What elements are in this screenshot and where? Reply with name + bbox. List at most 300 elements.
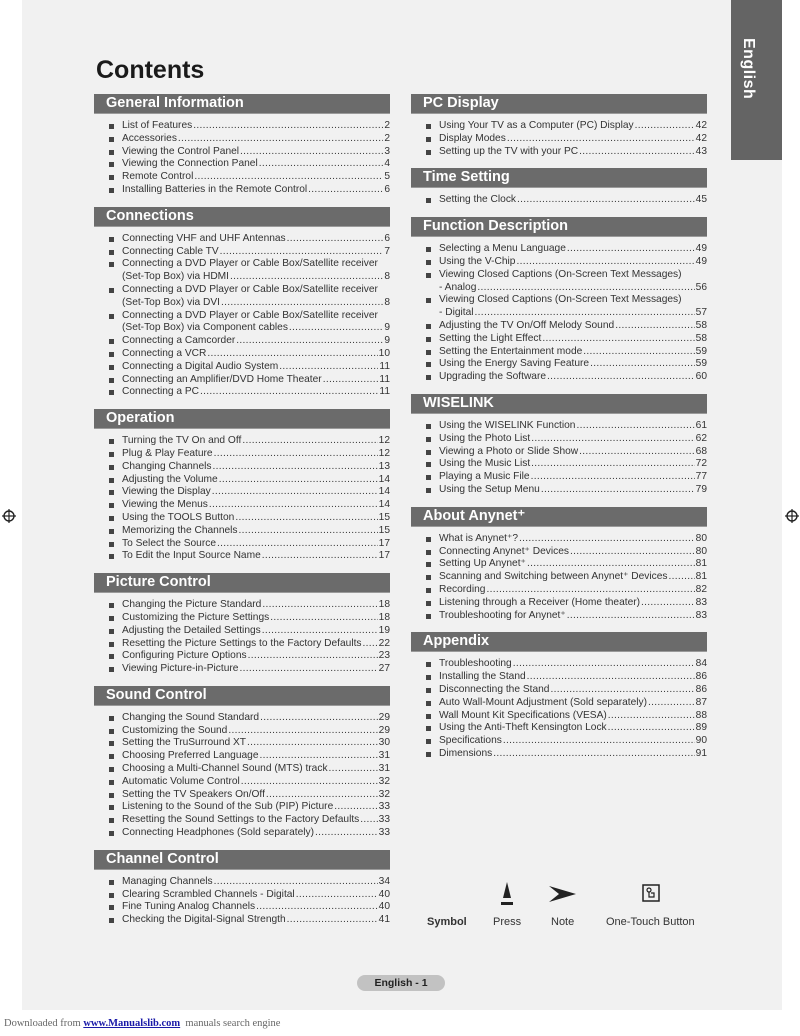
toc-list	[94, 593, 390, 676]
dot-leader	[259, 158, 384, 171]
toc-entry[interactable]	[411, 446, 707, 459]
toc-entry[interactable]	[411, 243, 707, 256]
toc-entry-title: Memorizing the Channels	[122, 524, 238, 536]
toc-entry-title: Using the V-Chip	[439, 255, 516, 267]
toc-section	[94, 409, 390, 563]
toc-entry[interactable]	[94, 310, 390, 336]
toc-entry-title: Viewing the Connection Panel	[122, 158, 258, 170]
toc-entry[interactable]	[411, 533, 707, 546]
toc-entry[interactable]	[411, 346, 707, 359]
toc-entry[interactable]	[94, 750, 390, 763]
toc-entry[interactable]	[411, 484, 707, 497]
toc-entry[interactable]	[411, 420, 707, 433]
toc-entry-page: 60	[695, 371, 707, 383]
toc-entry-page: 6	[384, 183, 390, 195]
toc-entry[interactable]	[94, 284, 390, 310]
dot-leader	[477, 282, 694, 295]
toc-entry-page: 79	[695, 483, 707, 495]
toc-entry-page: 59	[695, 358, 707, 370]
dot-leader	[503, 735, 695, 748]
toc-entry-page: 33	[378, 827, 390, 839]
dot-leader	[590, 358, 695, 371]
dot-leader	[230, 271, 383, 284]
dot-leader	[289, 322, 383, 335]
dot-leader	[178, 133, 383, 146]
toc-entry-page: 29	[378, 711, 390, 723]
dot-leader	[486, 584, 694, 597]
toc-entry-title: Resetting the Picture Settings to the Factory Defaults	[122, 637, 362, 649]
toc-entry[interactable]	[411, 597, 707, 610]
dot-leader	[260, 750, 378, 763]
dot-leader	[547, 371, 695, 384]
toc-entry-page: 89	[695, 722, 707, 734]
dot-leader	[334, 801, 377, 814]
dot-leader	[583, 346, 694, 359]
toc-entry-title: Connecting VHF and UHF Antennas	[122, 232, 286, 244]
toc-entry[interactable]	[94, 663, 390, 676]
toc-entry-title: Setting the TV Speakers On/Off	[122, 788, 265, 800]
toc-entry-page: 84	[695, 658, 707, 670]
dot-leader	[256, 901, 378, 914]
toc-entry-page: 7	[384, 245, 390, 257]
dot-leader	[266, 789, 378, 802]
toc-entry-title: Viewing Picture-in-Picture	[122, 663, 239, 675]
toc-entry[interactable]	[94, 348, 390, 361]
toc-entry-title: Setting up the TV with your PC	[439, 145, 579, 157]
toc-entry[interactable]	[411, 120, 707, 133]
toc-entry[interactable]	[411, 194, 707, 207]
dot-leader	[527, 558, 695, 571]
toc-entry-title-line1: Viewing Closed Captions (On-Screen Text Messages)	[439, 294, 682, 306]
toc-entry-page: 18	[378, 611, 390, 623]
toc-entry-title: Using the TOOLS Button	[122, 511, 235, 523]
toc-entry[interactable]	[411, 546, 707, 559]
toc-entry-page: 90	[695, 735, 707, 747]
dot-leader	[242, 435, 377, 448]
toc-entry[interactable]	[411, 671, 707, 684]
toc-entry-title-line1: Connecting a DVD Player or Cable Box/Satellite receiver	[122, 258, 378, 270]
symbol-legend: Symbol Press Note One-Touch Button	[411, 880, 711, 936]
toc-entry[interactable]	[411, 658, 707, 671]
toc-entry-page: 72	[695, 458, 707, 470]
toc-entry[interactable]	[411, 684, 707, 697]
toc-entry-title: Remote Control	[122, 171, 194, 183]
dot-leader	[213, 461, 378, 474]
toc-entry[interactable]	[411, 320, 707, 333]
toc-entry[interactable]	[411, 584, 707, 597]
toc-entry-title: Plug & Play Feature	[122, 447, 213, 459]
dot-leader	[214, 876, 378, 889]
page-title: Contents	[96, 56, 205, 84]
dot-leader	[513, 658, 695, 671]
toc-entry-title: Connecting Cable TV	[122, 245, 219, 257]
toc-entry-title: Specifications	[439, 735, 502, 747]
toc-list	[411, 237, 707, 384]
toc-entry-page: 80	[695, 532, 707, 544]
dot-leader	[493, 748, 694, 761]
note-arrow-icon	[549, 886, 577, 902]
toc-entry[interactable]	[411, 710, 707, 723]
toc-entry[interactable]	[94, 876, 390, 889]
toc-entry-title: Troubleshooting	[439, 658, 512, 670]
toc-entry-title: Recording	[439, 583, 486, 595]
dot-leader	[248, 650, 378, 663]
toc-list	[411, 527, 707, 623]
contents-right-column	[411, 94, 707, 771]
one-touch-button-icon	[642, 884, 660, 902]
toc-entry[interactable]	[411, 558, 707, 571]
toc-entry-title: Customizing the Sound	[122, 724, 228, 736]
toc-entry-title: Turning the TV On and Off	[122, 435, 242, 447]
dot-leader	[608, 710, 695, 723]
toc-entry-title: Adjusting the TV On/Off Melody Sound	[439, 319, 615, 331]
toc-entry-page: 11	[379, 360, 390, 372]
toc-list	[411, 188, 707, 207]
toc-entry-title: Using Your TV as a Computer (PC) Display	[439, 120, 634, 131]
toc-entry-page: 80	[695, 545, 707, 557]
dot-leader	[323, 374, 379, 387]
dot-leader	[260, 712, 378, 725]
toc-entry-title: Setting the Light Effect	[439, 332, 542, 344]
toc-entry[interactable]	[94, 725, 390, 738]
section-heading: General Information	[94, 94, 390, 114]
toc-entry-title: What is Anynet⁺?	[439, 532, 518, 544]
toc-section	[411, 507, 707, 623]
toc-entry-title: Display Modes	[439, 132, 506, 144]
dot-leader	[531, 471, 695, 484]
dot-leader	[579, 146, 695, 159]
toc-entry-page: 83	[695, 596, 707, 608]
dot-leader	[360, 814, 377, 827]
toc-entry-title: Clearing Scrambled Channels - Digital	[122, 888, 295, 900]
toc-entry-page: 31	[378, 763, 390, 775]
toc-entry[interactable]	[411, 571, 707, 584]
dot-leader	[296, 889, 378, 902]
toc-entry-title: - Analog	[439, 281, 477, 293]
toc-entry[interactable]	[94, 901, 390, 914]
toc-entry-page: 81	[695, 571, 707, 583]
dot-leader	[262, 550, 378, 563]
manualslib-link[interactable]: www.Manualslib.com	[83, 1018, 181, 1029]
toc-entry[interactable]	[94, 512, 390, 525]
toc-entry-title: Customizing the Picture Settings	[122, 611, 270, 623]
toc-entry-page: 42	[695, 120, 707, 131]
toc-entry-page: 27	[378, 663, 390, 675]
toc-entry-title: Setting the Clock	[439, 194, 517, 206]
toc-entry-title: Viewing a Photo or Slide Show	[439, 445, 579, 457]
toc-section	[411, 394, 707, 497]
toc-entry[interactable]	[94, 737, 390, 750]
toc-entry-page: 40	[378, 888, 390, 900]
toc-entry-title: Choosing a Multi-Channel Sound (MTS) track	[122, 763, 328, 775]
toc-entry-page: 11	[379, 386, 390, 398]
toc-entry[interactable]	[411, 697, 707, 710]
toc-entry-page: 43	[695, 145, 707, 157]
toc-entry-title-line1: Viewing Closed Captions (On-Screen Text Messages)	[439, 268, 682, 280]
toc-entry-title: Viewing the Display	[122, 486, 211, 498]
dot-leader	[669, 571, 695, 584]
toc-list	[411, 652, 707, 760]
toc-entry[interactable]	[94, 486, 390, 499]
toc-entry-page: 12	[378, 447, 390, 459]
toc-entry[interactable]	[94, 158, 390, 171]
toc-entry[interactable]	[411, 133, 707, 146]
toc-list	[94, 870, 390, 927]
toc-entry[interactable]	[411, 735, 707, 748]
dot-leader	[567, 610, 695, 623]
toc-list	[411, 114, 707, 158]
toc-entry[interactable]	[94, 184, 390, 197]
toc-entry-page: 40	[378, 901, 390, 913]
toc-entry-page: 81	[695, 558, 707, 570]
contents-left-column	[94, 94, 390, 937]
toc-entry[interactable]	[94, 612, 390, 625]
registration-mark-icon	[785, 509, 799, 523]
toc-entry-page: 19	[378, 624, 390, 636]
toc-entry-page: 87	[695, 696, 707, 708]
section-heading: Channel Control	[94, 850, 390, 870]
toc-entry[interactable]	[411, 294, 707, 320]
toc-entry-page: 2	[384, 132, 390, 144]
toc-entry[interactable]	[94, 146, 390, 159]
dot-leader	[193, 120, 383, 133]
toc-entry-page: 88	[695, 709, 707, 721]
toc-section	[411, 168, 707, 207]
toc-entry-title-line1: Connecting a DVD Player or Cable Box/Satellite receiver	[122, 309, 378, 321]
toc-entry-page: 32	[378, 788, 390, 800]
dot-leader	[531, 458, 695, 471]
dot-leader	[214, 448, 378, 461]
toc-entry-page: 18	[378, 599, 390, 611]
dot-leader	[247, 737, 378, 750]
dot-leader	[207, 348, 377, 361]
toc-entry[interactable]	[411, 722, 707, 735]
toc-entry-page: 17	[378, 550, 390, 562]
toc-entry-title: Changing Channels	[122, 460, 212, 472]
dot-leader	[220, 246, 384, 259]
language-tab	[731, 0, 782, 160]
toc-entry[interactable]	[94, 814, 390, 827]
dot-leader	[240, 146, 383, 159]
toc-entry-page: 23	[378, 650, 390, 662]
toc-entry-page: 30	[378, 737, 390, 749]
section-heading: Sound Control	[94, 686, 390, 706]
toc-entry[interactable]	[94, 374, 390, 387]
toc-entry-title: Connecting a PC	[122, 386, 200, 398]
dot-leader	[236, 335, 383, 348]
dot-leader	[239, 525, 378, 538]
dot-leader	[507, 133, 695, 146]
toc-entry[interactable]	[94, 538, 390, 551]
toc-entry[interactable]	[411, 371, 707, 384]
toc-entry-page: 32	[378, 775, 390, 787]
toc-entry-title: Connecting an Amplifier/DVD Home Theater	[122, 373, 322, 385]
toc-entry[interactable]	[94, 776, 390, 789]
toc-entry[interactable]	[94, 461, 390, 474]
toc-entry[interactable]	[94, 625, 390, 638]
toc-entry-title: Managing Channels	[122, 875, 213, 887]
toc-entry-title: Changing the Picture Standard	[122, 599, 262, 611]
toc-entry-page: 62	[695, 432, 707, 444]
toc-entry-page: 14	[378, 473, 390, 485]
toc-list	[94, 114, 390, 197]
toc-entry-title: Changing the Sound Standard	[122, 711, 260, 723]
toc-entry[interactable]	[94, 335, 390, 348]
toc-entry-title: Adjusting the Detailed Settings	[122, 624, 261, 636]
dot-leader	[615, 320, 694, 333]
toc-section	[411, 94, 707, 158]
toc-entry[interactable]	[411, 471, 707, 484]
toc-entry[interactable]	[94, 171, 390, 184]
dot-leader	[579, 446, 695, 459]
toc-entry[interactable]	[94, 801, 390, 814]
section-heading: WISELINK	[411, 394, 707, 414]
toc-entry-page: 58	[695, 319, 707, 331]
section-heading: Function Description	[411, 217, 707, 237]
toc-entry[interactable]	[94, 889, 390, 902]
dot-leader	[363, 638, 378, 651]
toc-entry-page: 58	[695, 332, 707, 344]
toc-list	[94, 429, 390, 563]
toc-entry[interactable]	[411, 458, 707, 471]
toc-entry-title: List of Features	[122, 120, 193, 131]
dot-leader	[527, 671, 695, 684]
section-heading: About Anynet⁺	[411, 507, 707, 527]
toc-entry-page: 5	[384, 171, 390, 183]
toc-entry-title: Using the WISELINK Function	[439, 419, 576, 431]
dot-leader	[542, 333, 694, 346]
dot-leader	[567, 243, 695, 256]
toc-entry[interactable]	[94, 712, 390, 725]
section-heading: PC Display	[411, 94, 707, 114]
toc-entry-page: 17	[378, 537, 390, 549]
toc-entry[interactable]	[411, 269, 707, 295]
dot-leader	[239, 663, 377, 676]
dot-leader	[519, 533, 695, 546]
toc-entry-page: 6	[384, 232, 390, 244]
toc-entry-page: 9	[384, 335, 390, 347]
toc-entry[interactable]	[94, 233, 390, 246]
toc-entry-title-line1: Connecting a DVD Player or Cable Box/Satellite receiver	[122, 283, 378, 295]
footer-prefix: Downloaded from	[4, 1018, 81, 1029]
toc-entry-page: 14	[378, 486, 390, 498]
toc-entry-title: Listening to the Sound of the Sub (PIP) Picture	[122, 801, 334, 813]
dot-leader	[217, 538, 378, 551]
toc-entry-page: 14	[378, 499, 390, 511]
toc-entry-page: 9	[384, 322, 390, 334]
section-heading: Appendix	[411, 632, 707, 652]
dot-leader	[531, 433, 694, 446]
toc-entry[interactable]	[94, 258, 390, 284]
toc-entry-page: 45	[695, 194, 707, 206]
toc-entry[interactable]	[411, 146, 707, 159]
dot-leader	[648, 697, 695, 710]
section-heading: Picture Control	[94, 573, 390, 593]
dot-leader	[315, 827, 378, 840]
dot-leader	[576, 420, 694, 433]
dot-leader	[219, 474, 378, 487]
toc-entry-page: 57	[695, 307, 707, 319]
toc-entry-page: 12	[378, 435, 390, 447]
toc-entry[interactable]	[94, 789, 390, 802]
toc-entry-title: Listening through a Receiver (Home theater)	[439, 596, 641, 608]
toc-entry-title: Auto Wall-Mount Adjustment (Sold separately)	[439, 696, 647, 708]
toc-entry[interactable]	[94, 550, 390, 563]
toc-entry[interactable]	[94, 361, 390, 374]
toc-section	[94, 207, 390, 399]
toc-entry-title: (Set-Top Box) via HDMI	[122, 271, 229, 283]
toc-entry-title: Using the Setup Menu	[439, 483, 540, 495]
dot-leader	[262, 599, 377, 612]
press-icon	[500, 882, 514, 908]
toc-entry[interactable]	[411, 333, 707, 346]
toc-entry-page: 10	[378, 347, 390, 359]
dot-leader	[287, 233, 384, 246]
toc-entry-title: Using the Energy Saving Feature	[439, 358, 590, 370]
toc-entry-page: 91	[695, 747, 707, 759]
toc-entry[interactable]	[94, 133, 390, 146]
toc-entry-page: 56	[695, 281, 707, 293]
toc-entry[interactable]	[411, 610, 707, 623]
toc-entry-page: 4	[384, 158, 390, 170]
toc-entry[interactable]	[411, 433, 707, 446]
toc-entry[interactable]	[411, 748, 707, 761]
toc-entry-page: 49	[695, 243, 707, 255]
toc-entry[interactable]	[94, 763, 390, 776]
dot-leader	[516, 256, 694, 269]
toc-entry[interactable]	[94, 650, 390, 663]
toc-entry[interactable]	[411, 256, 707, 269]
toc-entry[interactable]	[94, 914, 390, 927]
toc-entry[interactable]	[94, 827, 390, 840]
toc-entry-page: 15	[378, 524, 390, 536]
toc-entry[interactable]	[94, 120, 390, 133]
toc-entry-title: - Digital	[439, 307, 474, 319]
toc-entry-title: Resetting the Sound Settings to the Factory Defaults	[122, 814, 360, 826]
dot-leader	[262, 625, 378, 638]
toc-entry[interactable]	[94, 435, 390, 448]
toc-entry-page: 34	[378, 875, 390, 887]
toc-entry[interactable]	[94, 448, 390, 461]
dot-leader	[541, 484, 695, 497]
toc-section	[411, 217, 707, 384]
toc-entry[interactable]	[94, 499, 390, 512]
toc-entry-title: Upgrading the Software	[439, 371, 547, 383]
toc-entry-title: Using the Photo List	[439, 432, 531, 444]
toc-entry-title: Connecting Anynet⁺ Devices	[439, 545, 569, 557]
toc-entry-title: Viewing the Menus	[122, 499, 208, 511]
toc-entry-title: To Edit the Input Source Name	[122, 550, 261, 562]
toc-entry[interactable]	[94, 386, 390, 399]
toc-entry-page: 77	[695, 471, 707, 483]
toc-list	[94, 706, 390, 840]
toc-entry-page: 3	[384, 145, 390, 157]
language-tab-label: English	[740, 38, 757, 100]
toc-entry[interactable]	[411, 358, 707, 371]
toc-entry[interactable]	[94, 599, 390, 612]
toc-entry[interactable]	[94, 474, 390, 487]
toc-entry-page: 15	[378, 511, 390, 523]
page-number: English - 1	[357, 975, 445, 991]
toc-entry[interactable]	[94, 638, 390, 651]
toc-entry[interactable]	[94, 246, 390, 259]
dot-leader	[209, 499, 378, 512]
dot-leader	[270, 612, 377, 625]
toc-entry-title: Fine Tuning Analog Channels	[122, 901, 256, 913]
dot-leader	[635, 120, 695, 133]
toc-entry-title: Connecting Headphones (Sold separately)	[122, 827, 314, 839]
toc-entry[interactable]	[94, 525, 390, 538]
